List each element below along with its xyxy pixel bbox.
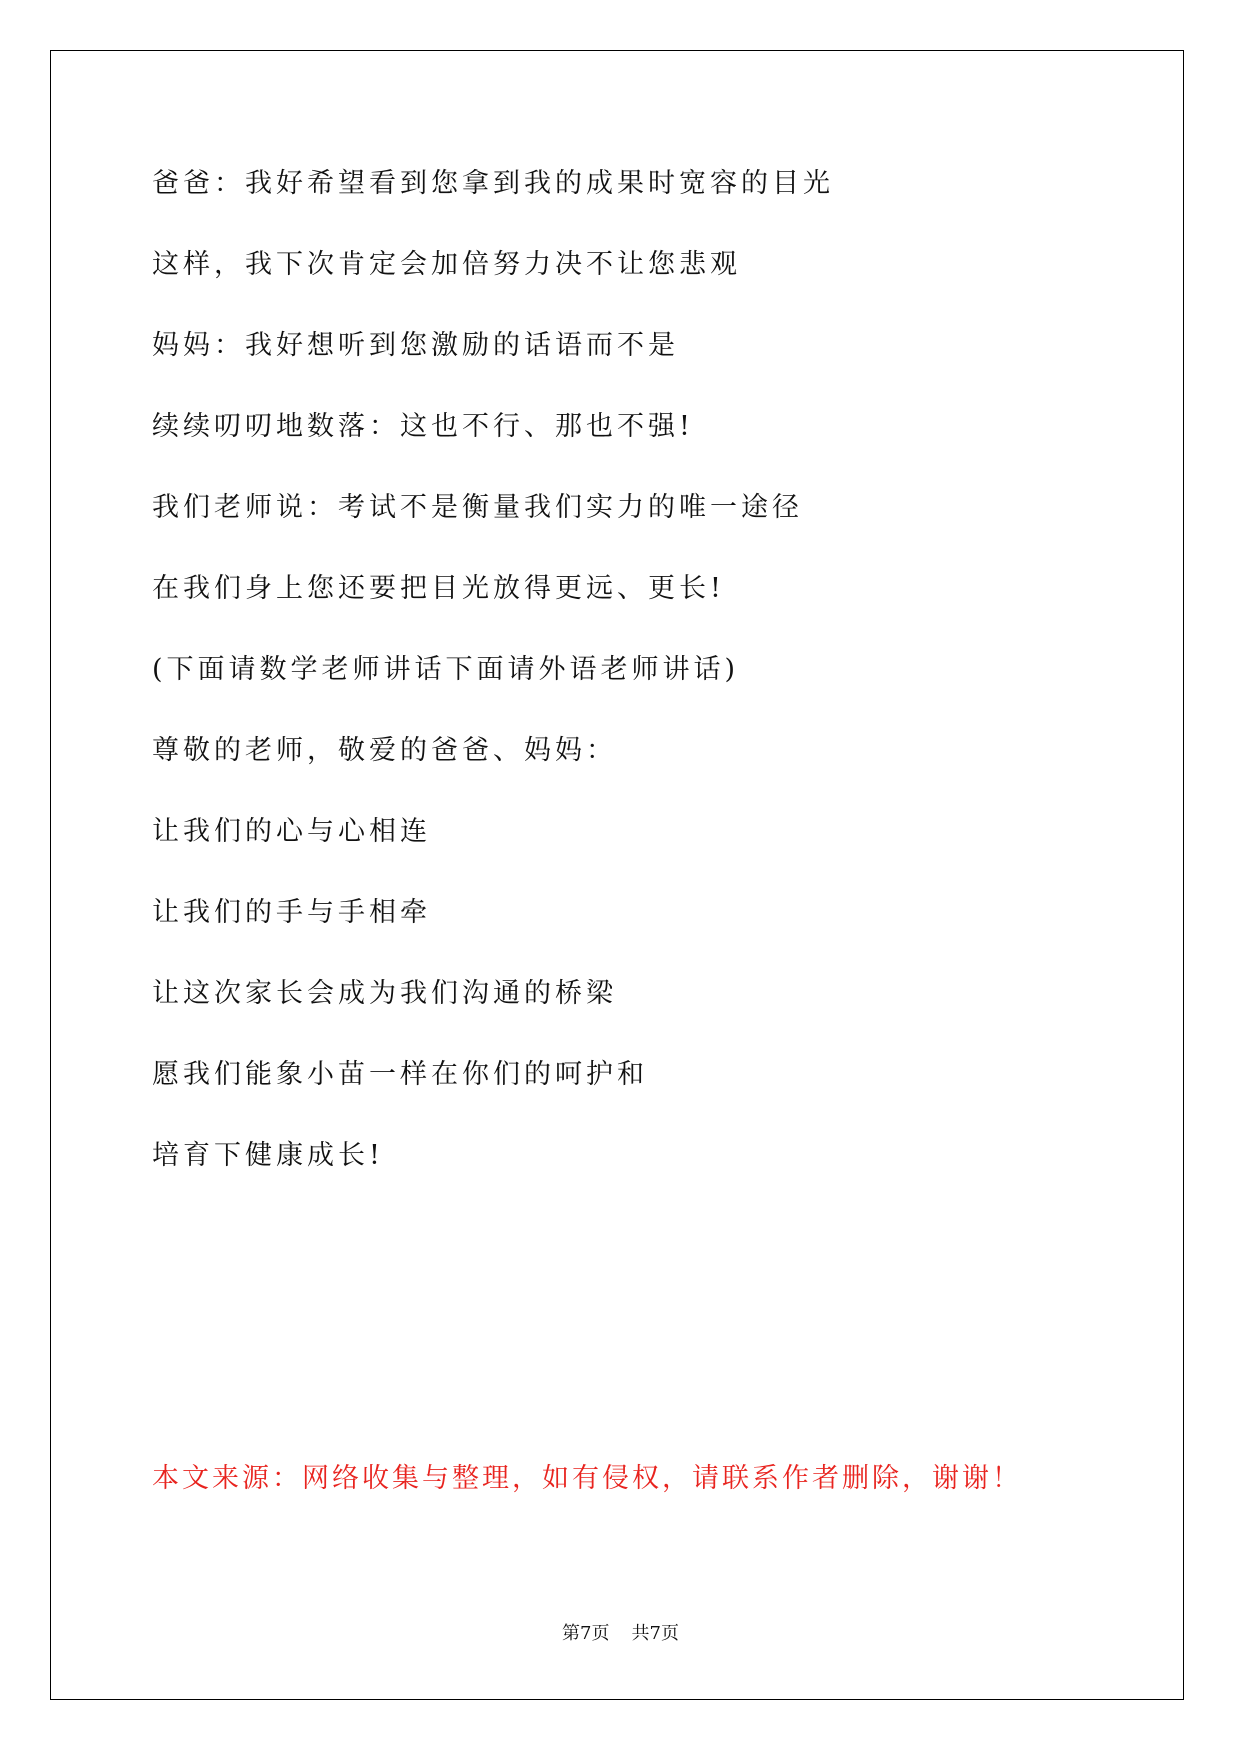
text-line: 我们老师说：考试不是衡量我们实力的唯一途径 [152, 492, 803, 523]
document-body [152, 166, 834, 1219]
page-footer [0, 1622, 1241, 1646]
text-line: 妈妈：我好想听到您激励的话语而不是 [152, 330, 679, 361]
text-line: (下面请数学老师讲话下面请外语老师讲话) [152, 654, 740, 685]
text-line: 尊敬的老师，敬爱的爸爸、妈妈： [152, 735, 617, 766]
page-number-current: 第7页 [562, 1623, 610, 1644]
text-line: 爸爸：我好希望看到您拿到我的成果时宽容的目光 [152, 168, 834, 199]
text-line: 这样，我下次肯定会加倍努力决不让您悲观 [152, 249, 741, 280]
page-number-total: 共7页 [631, 1623, 679, 1644]
source-notice: 本文来源：网络收集与整理，如有侵权，请联系作者删除，谢谢！ [152, 1463, 1022, 1494]
text-line: 让我们的手与手相牵 [152, 897, 431, 928]
text-line: 培育下健康成长! [152, 1140, 384, 1171]
text-line: 让我们的心与心相连 [152, 816, 431, 847]
text-line: 续续叨叨地数落：这也不行、那也不强! [152, 411, 694, 442]
text-line: 在我们身上您还要把目光放得更远、更长! [152, 573, 725, 604]
text-line: 让这次家长会成为我们沟通的桥梁 [152, 978, 617, 1009]
text-line: 愿我们能象小苗一样在你们的呵护和 [152, 1059, 648, 1090]
